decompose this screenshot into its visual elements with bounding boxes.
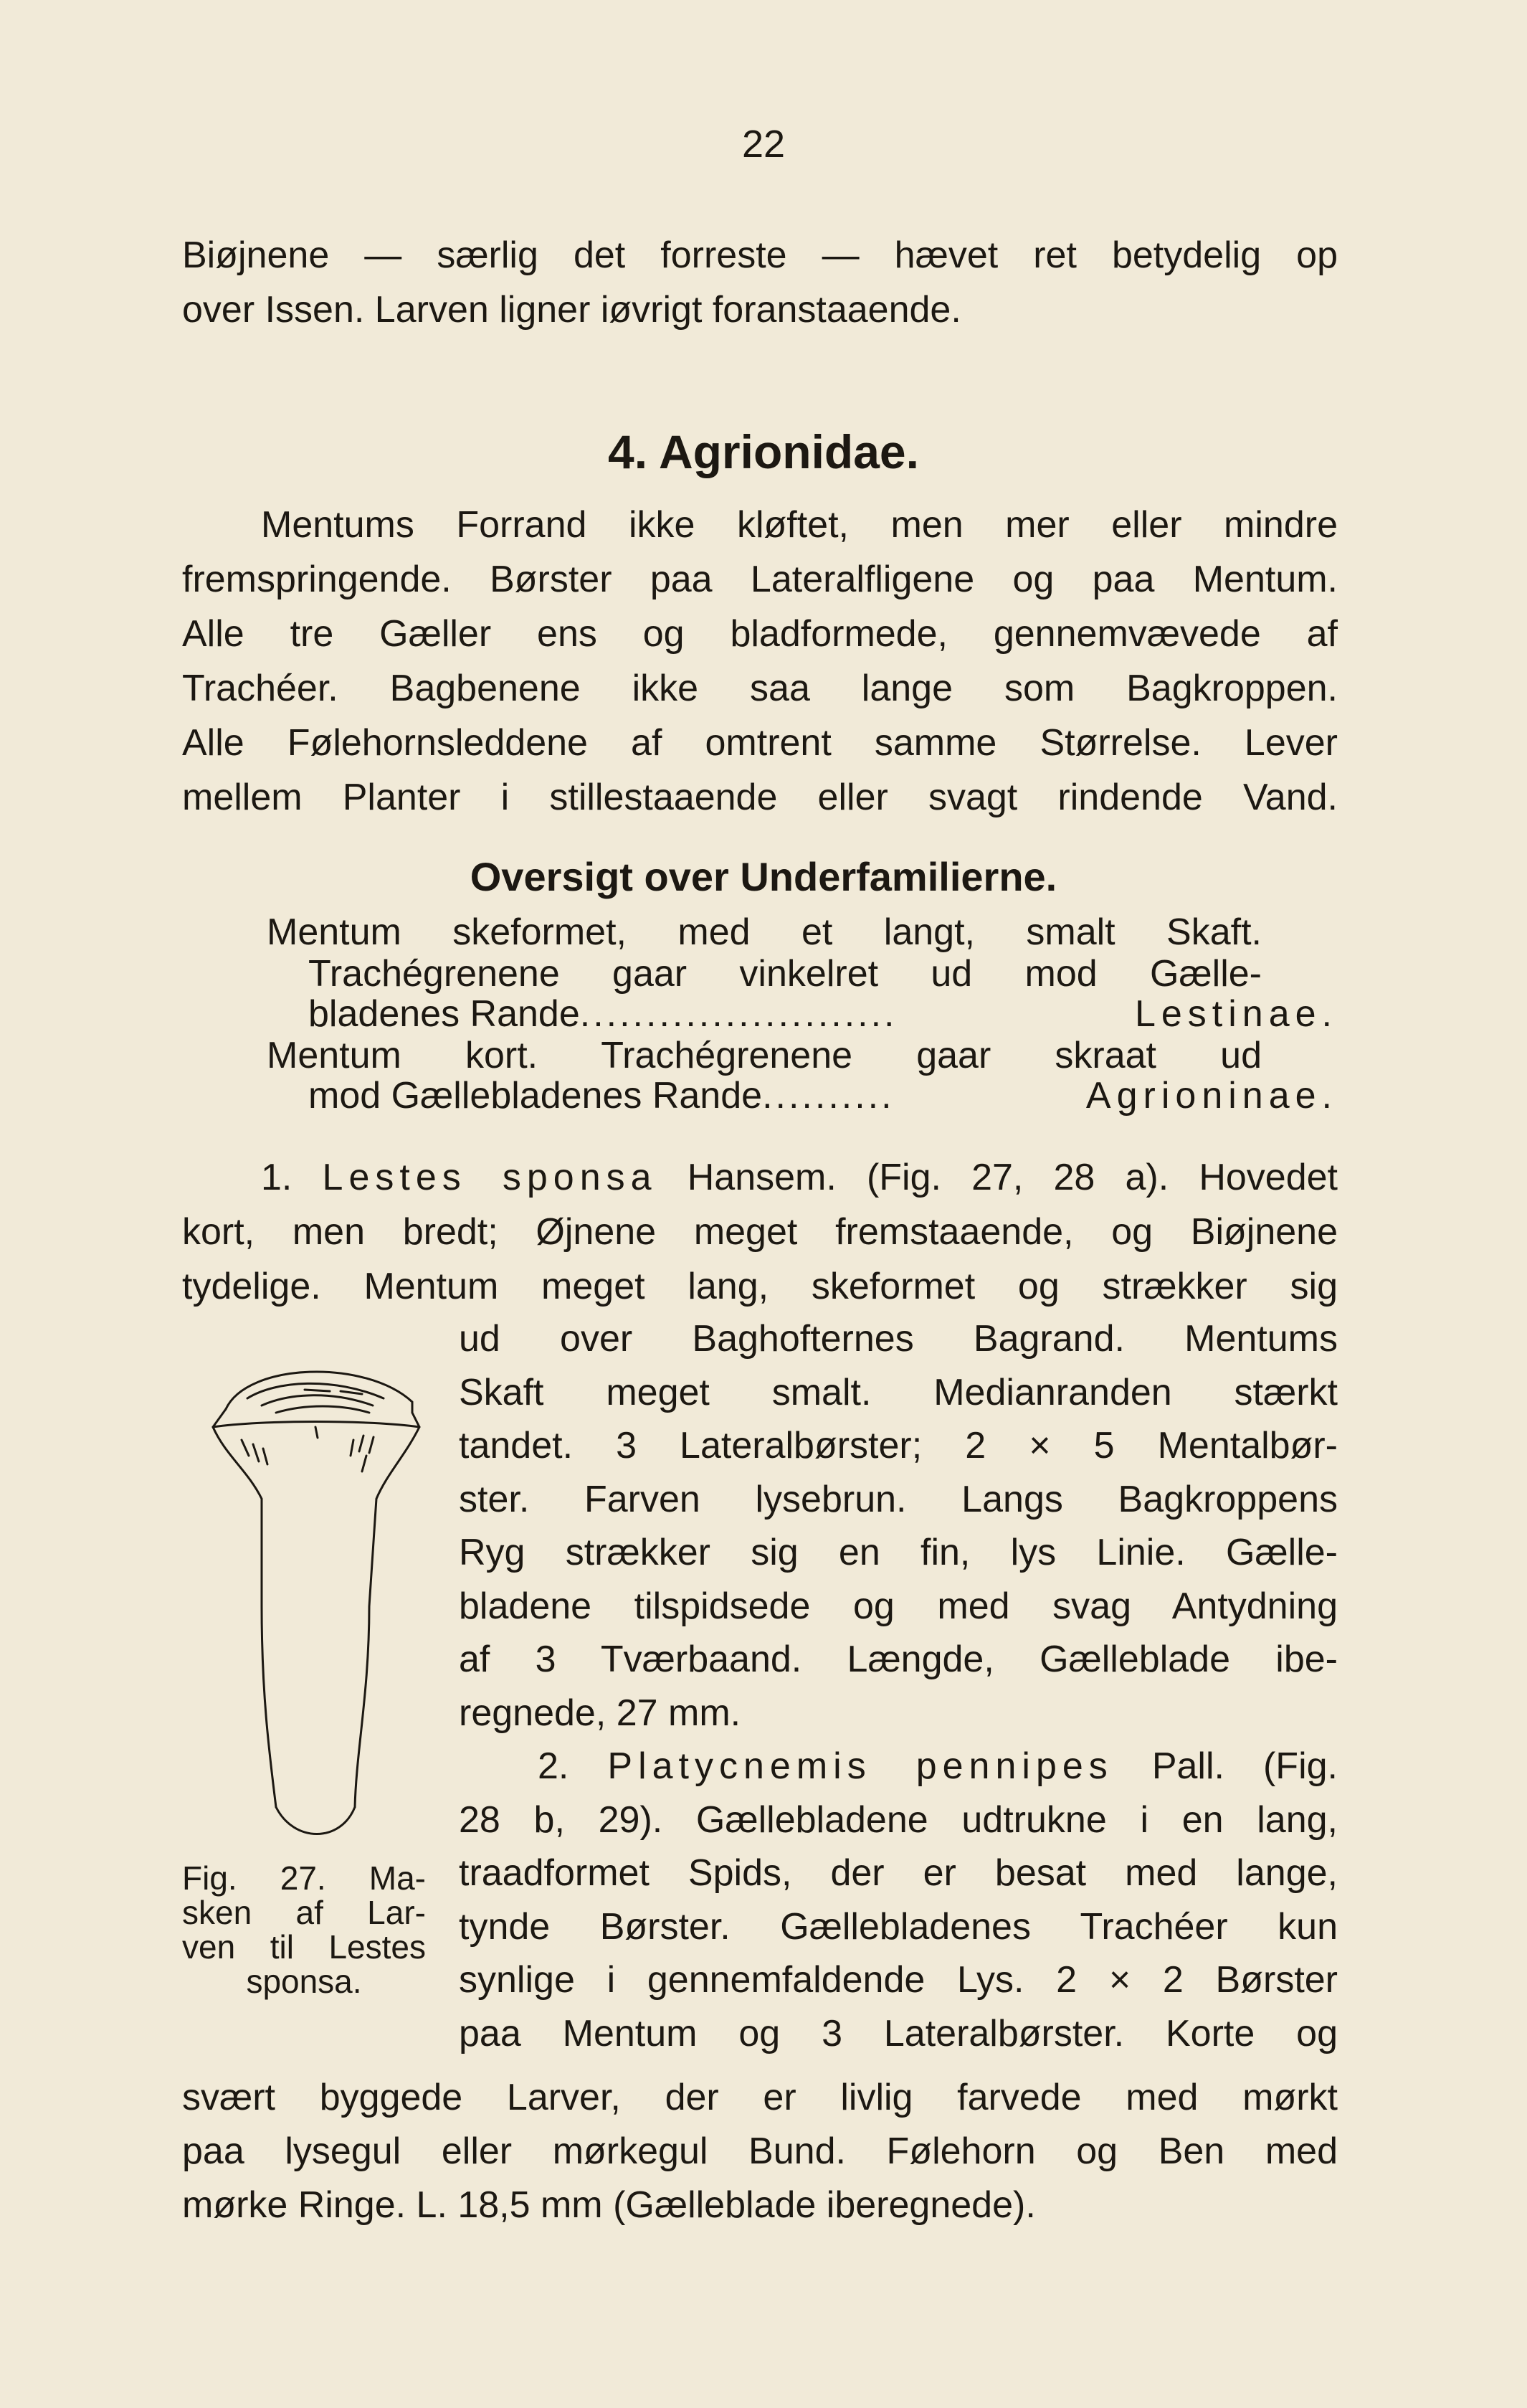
leader-dots: ........................ xyxy=(579,994,898,1034)
key-line-lestinae xyxy=(308,994,1338,1034)
caption-line: ven til Lestes xyxy=(182,1928,426,1966)
text-line: ud over Baghofternes Bagrand. Mentums xyxy=(459,1318,1338,1360)
species-2-title-line xyxy=(459,1740,1338,1793)
text-line: Skaft meget smalt. Medianranden stærkt xyxy=(459,1371,1338,1413)
caption-line: sponsa. xyxy=(246,1963,362,2000)
section-heading: 4. Agrionidae. xyxy=(608,425,919,478)
section-description xyxy=(182,498,1338,825)
text-line: ster. Farven lysebrun. Langs Bagkroppens xyxy=(459,1478,1338,1520)
key-heading: Oversigt over Underfamilierne. xyxy=(470,854,1057,899)
text-line: fremspringende. Børster paa Lateralfligene og paa Mentum. xyxy=(182,559,1338,600)
text-line: tandet. 3 Lateralbørster; 2 × 5 Mentalbør- xyxy=(459,1425,1338,1466)
species-number: 2. xyxy=(538,1745,569,1787)
species-number: 1. xyxy=(261,1157,292,1198)
text-line: over Issen. Larven ligner iøvrigt foranstaaende. xyxy=(182,289,961,331)
text-line: mørke Ringe. L. 18,5 mm (Gælleblade iberegnede). xyxy=(182,2184,1036,2226)
species-name: Lestes sponsa xyxy=(322,1157,657,1198)
text-line: paa lysegul eller mørkegul Bund. Følehorn og Ben med xyxy=(182,2130,1338,2172)
text-line: Ryg strækker sig en fin, lys Linie. Gælle- xyxy=(459,1532,1338,1573)
species-2-continued xyxy=(182,2071,1338,2232)
species-1-title-line xyxy=(182,1150,1338,1205)
species-1-intro xyxy=(182,1150,1338,1314)
species-text: Pall. (Fig. xyxy=(1151,1745,1338,1787)
mask-illustration xyxy=(197,1348,427,1850)
text-line: kort, men bredt; Øjnene meget fremstaaende, og Biøjnene xyxy=(182,1211,1338,1253)
text-line: paa Mentum og 3 Lateralbørster. Korte og xyxy=(459,2012,1338,2054)
text-line: svært byggede Larver, der er livlig farvede med mørkt xyxy=(182,2077,1338,2118)
key-text: bladenes Rande xyxy=(308,993,580,1035)
key-result: Lestinae. xyxy=(1134,993,1338,1035)
text-line: regnede, 27 mm. xyxy=(459,1692,741,1734)
caption-line: sken af Lar- xyxy=(182,1894,426,1931)
text-line: traadformet Spids, der er besat med lange, xyxy=(459,1852,1338,1894)
species-text: Hansem. (Fig. 27, 28 a). Hovedet xyxy=(687,1157,1338,1198)
key-text: mod Gællebladenes Rande xyxy=(308,1075,763,1117)
text-line: mellem Planter i stillestaaende eller svagt rindende Vand. xyxy=(182,777,1338,818)
caption-line: Fig. 27. Ma- xyxy=(182,1859,426,1897)
text-line: tydelige. Mentum meget lang, skeformet og strækker sig xyxy=(182,1266,1338,1307)
text-line: synlige i gennemfaldende Lys. 2 × 2 Børster xyxy=(459,1959,1338,2001)
key-result: Agrioninae. xyxy=(1085,1075,1338,1117)
text-line: af 3 Tværbaand. Længde, Gælleblade ibe- xyxy=(459,1639,1338,1680)
text-line: Alle tre Gæller ens og bladformede, gennemvævede af xyxy=(182,613,1338,655)
text-line: Alle Følehornsleddene af omtrent samme Størrelse. Lever xyxy=(182,722,1338,764)
text-line: Trachéer. Bagbenene ikke saa lange som Bagkroppen. xyxy=(182,668,1338,709)
text-line: 28 b, 29). Gællebladene udtrukne i en lang, xyxy=(459,1798,1338,1841)
text-line: tynde Børster. Gællebladenes Trachéer kun xyxy=(459,1905,1338,1948)
key-line-agrioninae xyxy=(308,1076,1338,1116)
key-line: Mentum skeformet, med et langt, smalt Skaft. xyxy=(267,911,1262,953)
text-line: Mentums Forrand ikke kløftet, men mer eller mindre xyxy=(261,504,1338,546)
leader-dots: .......... xyxy=(762,1076,895,1116)
page-number: 22 xyxy=(741,123,786,166)
key-line: Trachégrenene gaar vinkelret ud mod Gælle- xyxy=(308,953,1262,995)
species-name: Platycnemis pennipes xyxy=(607,1745,1113,1787)
figure-caption xyxy=(182,1861,426,1999)
text-line: bladene tilspidsede og med svag Antydning xyxy=(459,1585,1338,1627)
key-line: Mentum kort. Trachégrenene gaar skraat ud xyxy=(267,1035,1262,1076)
text-line: Biøjnene — særlig det forreste — hævet ret betydelig op xyxy=(182,234,1338,276)
intro-paragraph xyxy=(182,228,1338,337)
species-1-wrapped-text xyxy=(459,1312,1338,2060)
